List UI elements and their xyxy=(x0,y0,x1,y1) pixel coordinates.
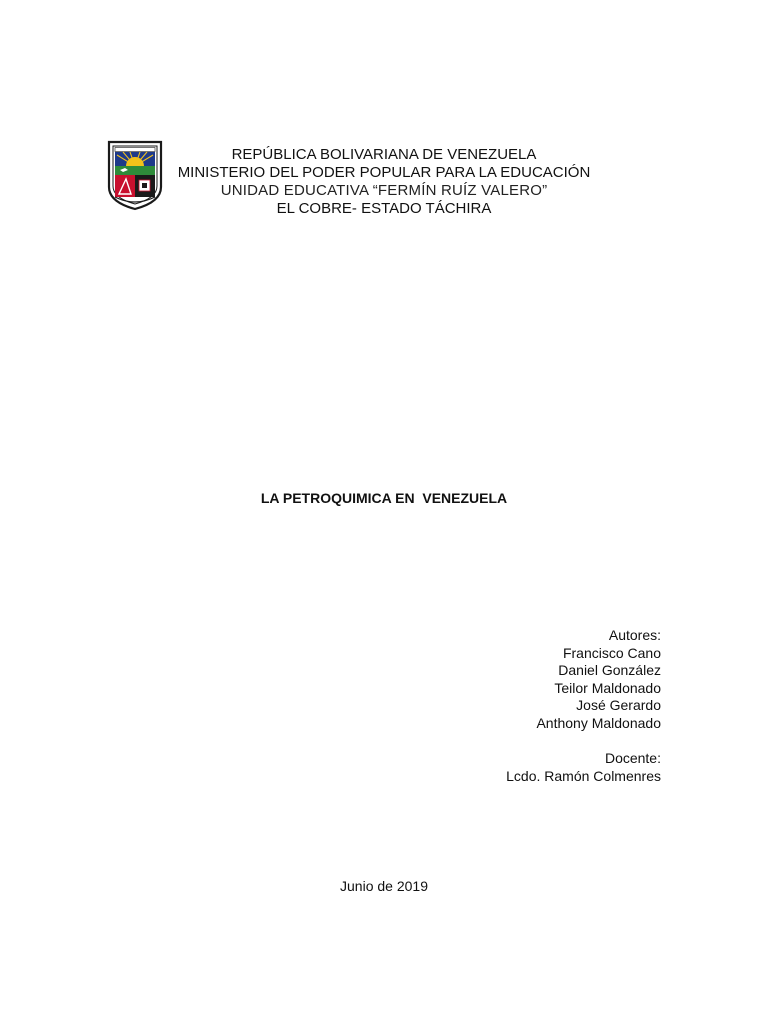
document-date: Junio de 2019 xyxy=(340,878,428,894)
header-ministry: MINISTERIO DEL PODER POPULAR PARA LA EDUCACIÓN xyxy=(177,164,591,181)
document-title: LA PETROQUIMICA EN VENEZUELA xyxy=(260,490,508,506)
institution-header xyxy=(150,146,618,218)
header-location: EL COBRE- ESTADO TÁCHIRA xyxy=(276,200,492,217)
author-name: José Gerardo xyxy=(576,697,661,714)
header-school: UNIDAD EDUCATIVA “FERMÍN RUÍZ VALERO” xyxy=(220,182,548,199)
author-name: Francisco Cano xyxy=(562,644,661,661)
author-name: Teilor Maldonado xyxy=(554,679,661,696)
authors-block xyxy=(506,627,661,785)
authors-heading: Autores: xyxy=(608,627,661,643)
author-name: Anthony Maldonado xyxy=(536,714,661,731)
spacer xyxy=(506,733,661,751)
author-name: Daniel González xyxy=(558,662,661,679)
teacher-name: Lcdo. Ramón Colmenres xyxy=(506,767,661,784)
header-country: REPÚBLICA BOLIVARIANA DE VENEZUELA xyxy=(231,146,537,163)
teacher-heading: Docente: xyxy=(604,750,661,767)
